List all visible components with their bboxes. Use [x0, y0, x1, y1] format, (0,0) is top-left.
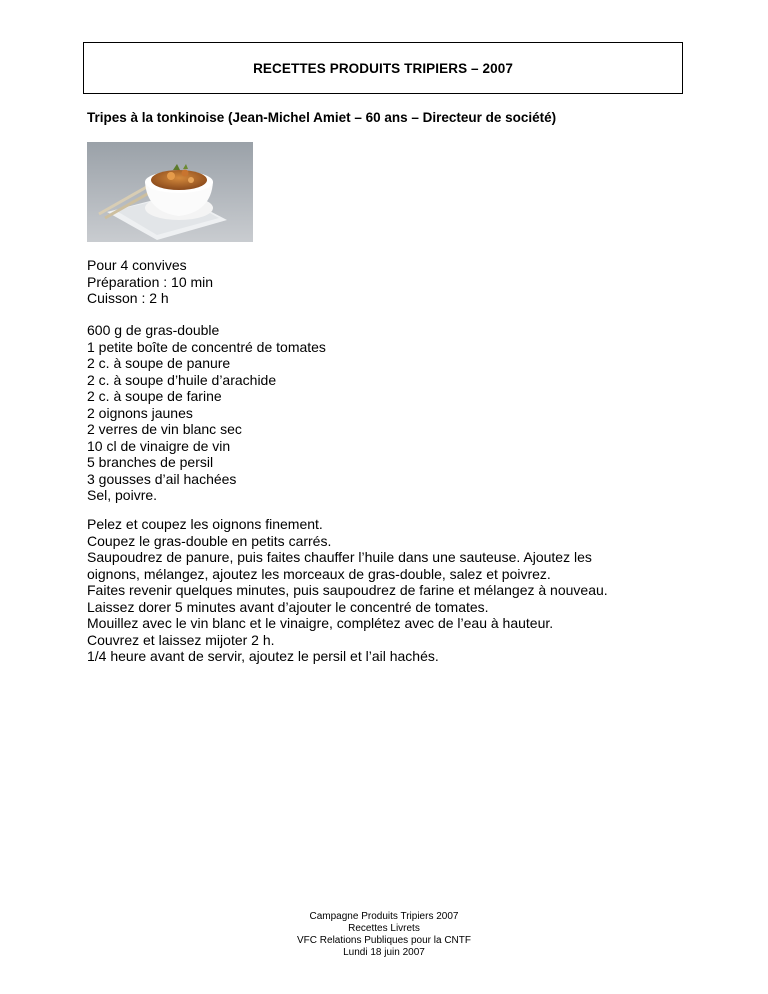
recipe-meta — [87, 257, 213, 307]
footer-booklet: Recettes Livrets — [348, 923, 420, 934]
document-title: RECETTES PRODUITS TRIPIERS – 2007 — [253, 60, 513, 76]
step-line: Mouillez avec le vin blanc et le vinaigre, complétez avec de l’eau à hauteur. — [87, 615, 554, 631]
ingredient-item: 600 g de gras-double — [87, 322, 220, 338]
step-line: 1/4 heure avant de servir, ajoutez le persil et l’ail hachés. — [87, 648, 439, 664]
recipe-title: Tripes à la tonkinoise (Jean-Michel Amiet – 60 ans – Directeur de société) — [87, 110, 557, 125]
ingredient-item: 2 c. à soupe de farine — [87, 388, 222, 404]
servings-text: Pour 4 convives — [87, 257, 187, 273]
prep-time-text: Préparation : 10 min — [87, 273, 214, 290]
ingredient-item: 2 oignons jaunes — [87, 404, 193, 421]
ingredient-item: 3 gousses d’ail hachées — [87, 470, 237, 487]
ingredient-item: 2 c. à soupe de panure — [87, 355, 231, 371]
footer-date: Lundi 18 juin 2007 — [343, 947, 425, 958]
recipe-photo — [87, 142, 253, 242]
step-line: oignons, mélangez, ajoutez les morceaux de gras-double, salez et poivrez. — [87, 565, 551, 582]
ingredient-item: 10 cl de vinaigre de vin — [87, 437, 231, 454]
ingredient-item: 2 verres de vin blanc sec — [87, 421, 242, 437]
step-line: Pelez et coupez les oignons finement. — [87, 516, 323, 532]
ingredient-item: Sel, poivre. — [87, 487, 158, 503]
step-line: Laissez dorer 5 minutes avant d’ajouter le concentré de tomates. — [87, 598, 489, 615]
footer-agency: VFC Relations Publiques pour la CNTF — [297, 935, 471, 946]
step-line: Faites revenir quelques minutes, puis saupoudrez de farine et mélangez à nouveau. — [87, 582, 608, 598]
ingredient-item: 2 c. à soupe d’huile d’arachide — [87, 371, 277, 388]
ingredient-item: 1 petite boîte de concentré de tomates — [87, 338, 326, 355]
ingredient-item: 5 branches de persil — [87, 454, 214, 470]
page-footer — [0, 911, 768, 959]
step-line: Coupez le gras-double en petits carrés. — [87, 532, 332, 549]
cook-time-text: Cuisson : 2 h — [87, 290, 169, 306]
step-line: Couvrez et laissez mijoter 2 h. — [87, 631, 275, 648]
header-box — [83, 42, 683, 94]
preparation-steps — [87, 516, 727, 665]
footer-campaign: Campagne Produits Tripiers 2007 — [309, 911, 459, 922]
ingredients-list — [87, 322, 326, 504]
step-line: Saupoudrez de panure, puis faites chauffer l’huile dans une sauteuse. Ajoutez les — [87, 549, 592, 565]
